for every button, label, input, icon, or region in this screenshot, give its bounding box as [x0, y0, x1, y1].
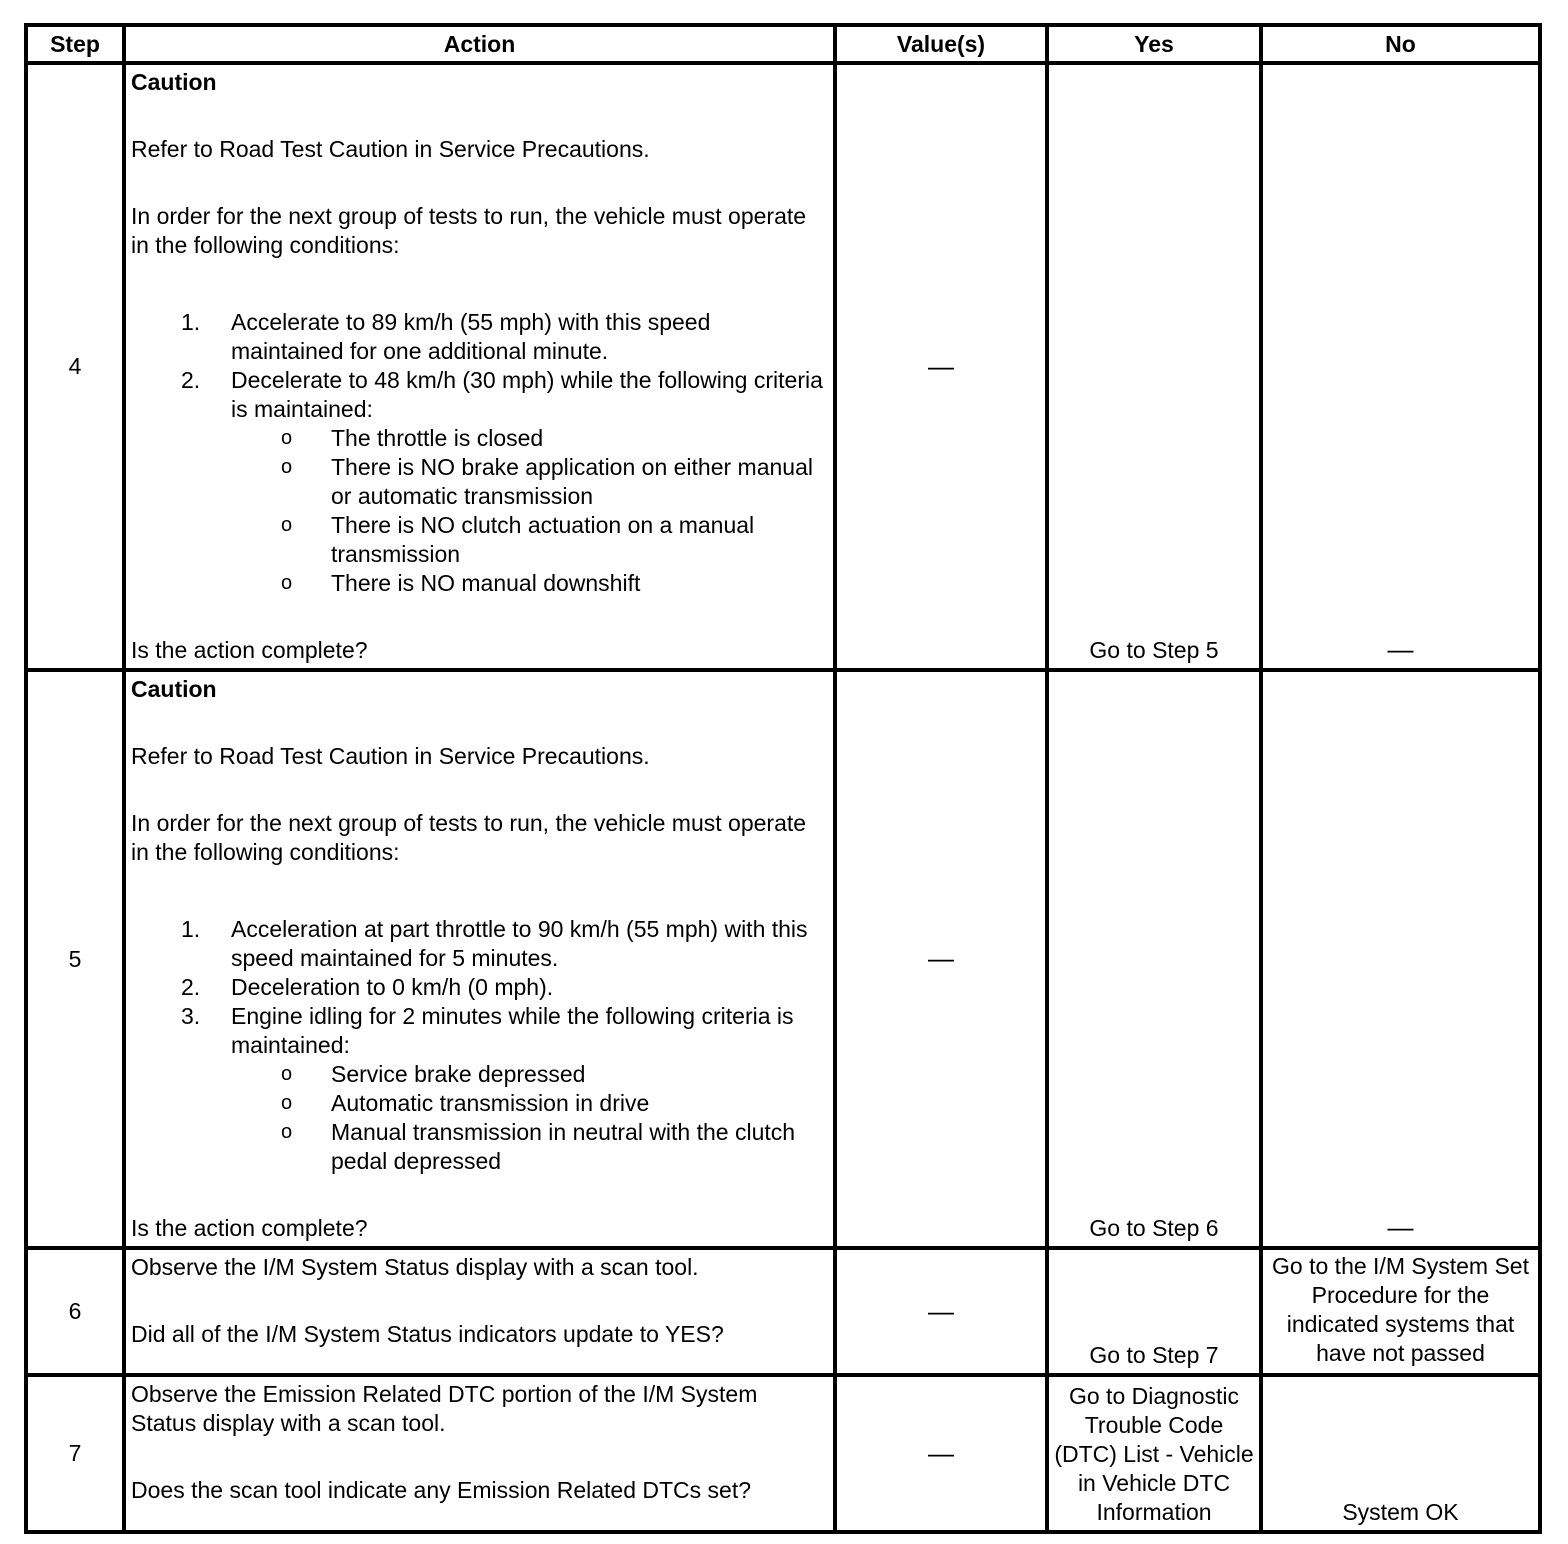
caution-text: Refer to Road Test Caution in Service Precautions.: [131, 743, 650, 769]
no-cell: Go to the I/M System Set Procedure for the indicated systems that have not passed: [1261, 1248, 1540, 1375]
numbered-list: [131, 915, 823, 1176]
header-action: Action: [124, 25, 835, 63]
question-text: Is the action complete?: [131, 637, 368, 663]
no-cell: System OK: [1261, 1375, 1540, 1532]
intro-text: In order for the next group of tests to run, the vehicle must operate in the following conditions:: [131, 203, 807, 258]
yes-cell: Go to Step 6: [1047, 670, 1261, 1248]
header-values: Value(s): [835, 25, 1047, 63]
sub-list-item: o There is NO manual downshift: [281, 570, 641, 596]
diagnostic-table: [24, 23, 1542, 1534]
table-row-step-4: [26, 63, 1540, 670]
sub-list: [231, 424, 823, 598]
question-text: Did all of the I/M System Status indicators update to YES?: [131, 1321, 724, 1347]
list-item: 1. Acceleration at part throttle to 90 km/h (55 mph) with this speed maintained for 5 minutes.: [181, 916, 808, 971]
observe-text: Observe the I/M System Status display with a scan tool.: [131, 1254, 699, 1280]
caution-text: Refer to Road Test Caution in Service Precautions.: [131, 136, 650, 162]
list-item: 1. Accelerate to 89 km/h (55 mph) with this speed maintained for one additional minute.: [181, 309, 711, 364]
table-row-step-5: [26, 670, 1540, 1248]
value-cell: —: [835, 670, 1047, 1248]
sub-list-item: o The throttle is closed: [281, 425, 544, 451]
sub-list-item: o There is NO clutch actuation on a manual transmission: [281, 512, 755, 567]
yes-cell: Go to Diagnostic Trouble Code (DTC) List - Vehicle in Vehicle DTC Information: [1047, 1375, 1261, 1532]
list-item: 2. Decelerate to 48 km/h (30 mph) while the following criteria is maintained: o The throttle is closed o There is NO brake application on either manual or automatic transmission o There is NO clutch actuation on a manual transmission o There is NO manual downshift: [181, 367, 823, 596]
observe-text: Observe the Emission Related DTC portion of the I/M System Status display with a scan tool.: [131, 1381, 758, 1436]
value-cell: —: [835, 63, 1047, 670]
question-text: Does the scan tool indicate any Emission Related DTCs set?: [131, 1477, 752, 1503]
step-number: 4: [26, 63, 124, 670]
sub-list-item: o There is NO brake application on either manual or automatic transmission: [281, 454, 813, 509]
header-row: [26, 25, 1540, 63]
list-item: 3. Engine idling for 2 minutes while the following criteria is maintained: o Service brake depressed o Automatic transmission in drive o Manual transmission in neutral with the clutch pedal depressed: [131, 1002, 823, 1176]
action-cell: [124, 63, 835, 670]
table-row-step-7: [26, 1375, 1540, 1532]
value-cell: —: [835, 1375, 1047, 1532]
numbered-list: [131, 308, 823, 598]
caution-label: Caution: [131, 69, 217, 95]
question-text: Is the action complete?: [131, 1215, 368, 1241]
intro-text: In order for the next group of tests to run, the vehicle must operate in the following conditions:: [131, 810, 807, 865]
sub-list-item: o Service brake depressed: [281, 1061, 586, 1087]
yes-cell: Go to Step 5: [1047, 63, 1261, 670]
step-number: 5: [26, 670, 124, 1248]
header-step: Step: [26, 25, 124, 63]
table-row-step-6: [26, 1248, 1540, 1375]
step-number: 7: [26, 1375, 124, 1532]
sub-list: [231, 1060, 823, 1176]
header-yes: Yes: [1047, 25, 1261, 63]
yes-cell: Go to Step 7: [1047, 1248, 1261, 1375]
step-number: 6: [26, 1248, 124, 1375]
action-cell: [124, 1375, 835, 1532]
no-cell: —: [1261, 63, 1540, 670]
header-no: No: [1261, 25, 1540, 63]
sub-list-item: o Automatic transmission in drive: [281, 1090, 650, 1116]
sub-list-item: o Manual transmission in neutral with the clutch pedal depressed: [281, 1119, 796, 1174]
action-cell: [124, 1248, 835, 1375]
caution-label: Caution: [131, 676, 217, 702]
list-item: 2. Deceleration to 0 km/h (0 mph).: [181, 974, 554, 1000]
no-cell: —: [1261, 670, 1540, 1248]
action-cell: [124, 670, 835, 1248]
value-cell: —: [835, 1248, 1047, 1375]
